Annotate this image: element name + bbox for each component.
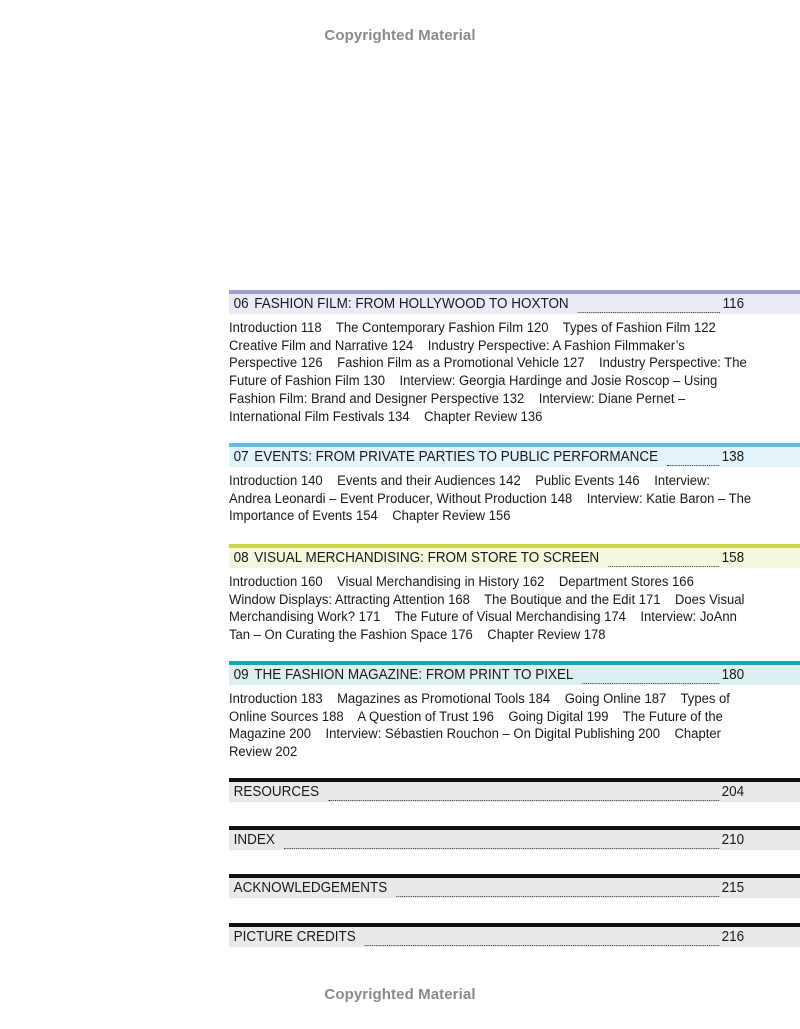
dot-leader bbox=[365, 927, 719, 946]
back-matter-acknowledgements bbox=[229, 874, 800, 898]
chapter-contents: Introduction 160 Visual Merchandising in History 162 Department Stores 166 Window Displays: Attracting Attention 168 The Boutique and the Edit 171 Does Visual Merchandising Work? 171 The Future of Visual Merchandising 174 Interview: JoAnn Tan – On Curating the Fashion Space 176 Chapter Review 178 bbox=[229, 574, 749, 644]
chapter-page: 116 bbox=[722, 296, 745, 312]
watermark-top: Copyrighted Material bbox=[324, 27, 476, 44]
back-matter-page: 215 bbox=[721, 880, 745, 896]
chapter-number: 09 bbox=[233, 667, 249, 683]
back-matter-page: 204 bbox=[721, 784, 745, 800]
back-matter-heading[interactable] bbox=[229, 923, 800, 947]
back-matter-title: PICTURE CREDITS bbox=[233, 929, 356, 945]
back-matter-resources bbox=[229, 778, 800, 802]
back-matter-title: ACKNOWLEDGEMENTS bbox=[233, 880, 388, 896]
back-matter-page: 210 bbox=[721, 832, 745, 848]
chapter-number: 06 bbox=[233, 296, 249, 312]
chapter-heading[interactable] bbox=[229, 443, 800, 467]
chapter-title: EVENTS: FROM PRIVATE PARTIES TO PUBLIC PERFORMANCE bbox=[254, 449, 659, 465]
back-matter-heading[interactable] bbox=[229, 826, 800, 850]
chapter-number: 08 bbox=[233, 550, 249, 566]
chapter-contents: Introduction 118 The Contemporary Fashion Film 120 Types of Fashion Film 122 Creative Film and Narrative 124 Industry Perspective: A Fashion Filmmaker’s Perspective 126 Fashion Film as a Promotional Vehicle 127 Industry Perspective: The Future of Fashion Film 130 Interview: Georgia Hardinge and Josie Roscop – Using Fashion Film: Brand and Designer Perspective 132 Interview: Diane Pernet – International Film Festivals 134 Chapter Review 136 bbox=[229, 320, 751, 425]
dot-leader bbox=[578, 294, 720, 313]
watermark-bottom: Copyrighted Material bbox=[324, 986, 476, 1003]
dot-leader bbox=[667, 447, 719, 466]
back-matter-index bbox=[229, 826, 800, 850]
chapter-page: 180 bbox=[721, 667, 745, 683]
chapter-number: 07 bbox=[233, 449, 249, 465]
chapter-heading[interactable] bbox=[229, 290, 800, 314]
chapter-07 bbox=[229, 443, 800, 526]
chapter-contents: Introduction 183 Magazines as Promotional Tools 184 Going Online 187 Types of Online Sources 188 A Question of Trust 196 Going Digital 199 The Future of the Magazine 200 Interview: Sébastien Rouchon – On Digital Publishing 200 Chapter Review 202 bbox=[229, 691, 734, 761]
back-matter-picture-credits bbox=[229, 923, 800, 947]
dot-leader bbox=[608, 548, 718, 567]
chapter-contents: Introduction 140 Events and their Audiences 142 Public Events 146 Interview: Andrea Leonardi – Event Producer, Without Production 148 Interview: Katie Baron – The Importance of Events 154 Chapter Review 156 bbox=[229, 473, 755, 525]
dot-leader bbox=[329, 782, 719, 801]
chapter-heading[interactable] bbox=[229, 661, 800, 685]
dot-leader bbox=[284, 830, 719, 849]
chapter-title: FASHION FILM: FROM HOLLYWOOD TO HOXTON bbox=[254, 296, 569, 312]
chapter-06 bbox=[229, 290, 800, 426]
back-matter-heading[interactable] bbox=[229, 874, 800, 898]
chapter-title: VISUAL MERCHANDISING: FROM STORE TO SCREEN bbox=[254, 550, 600, 566]
back-matter-heading[interactable] bbox=[229, 778, 800, 802]
back-matter-title: RESOURCES bbox=[233, 784, 320, 800]
chapter-page: 138 bbox=[721, 449, 745, 465]
dot-leader bbox=[396, 878, 718, 897]
chapter-heading[interactable] bbox=[229, 544, 800, 568]
back-matter-page: 216 bbox=[721, 929, 745, 945]
chapter-title: THE FASHION MAGAZINE: FROM PRINT TO PIXEL bbox=[254, 667, 574, 683]
chapter-08 bbox=[229, 544, 800, 645]
chapter-09 bbox=[229, 661, 800, 762]
back-matter-title: INDEX bbox=[233, 832, 275, 848]
dot-leader bbox=[582, 665, 718, 684]
chapter-page: 158 bbox=[721, 550, 745, 566]
